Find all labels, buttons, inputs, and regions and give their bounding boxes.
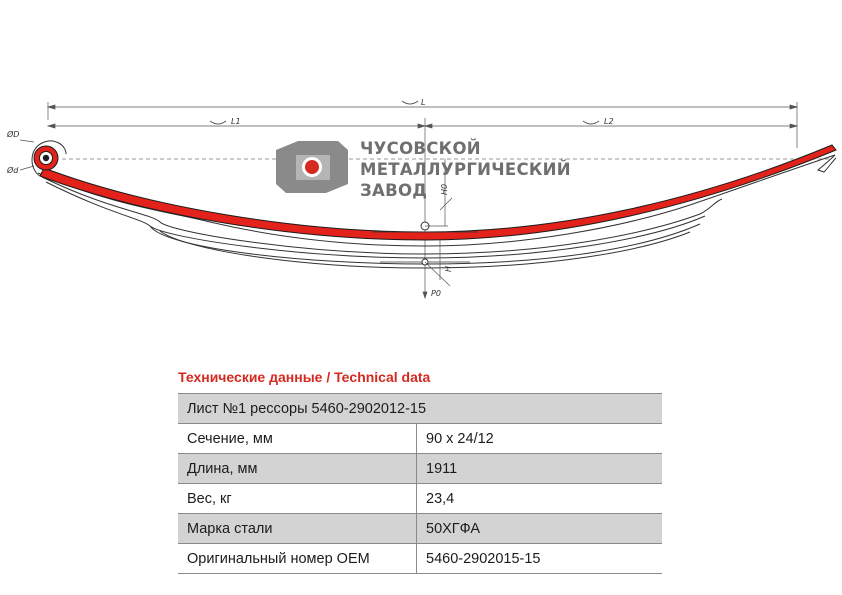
row-label: Оригинальный номер OEM	[178, 544, 417, 574]
row-label: Вес, кг	[178, 484, 417, 514]
row-value: 1911	[417, 454, 663, 484]
dim-L-label: L	[421, 98, 426, 107]
logo-line-2: МЕТАЛЛУРГИЧЕСКИЙ	[360, 160, 571, 179]
dim-P0-label: P0	[431, 289, 441, 298]
dim-H0-label: H0	[440, 183, 449, 195]
row-label: Длина, мм	[178, 454, 417, 484]
row-value: 23,4	[417, 484, 663, 514]
table-header-cell: Лист №1 рессоры 5460-2902012-15	[178, 394, 662, 424]
row-label: Сечение, мм	[178, 424, 417, 454]
table-row	[178, 514, 662, 544]
table-row	[178, 484, 662, 514]
row-value: 5460-2902015-15	[417, 544, 663, 574]
row-label: Марка стали	[178, 514, 417, 544]
dim-L2-label: L2	[604, 117, 614, 126]
table-header-row	[178, 394, 662, 424]
company-logo	[276, 139, 571, 200]
dim-H-label: H	[444, 265, 453, 272]
eye-diameter-callouts	[20, 140, 34, 170]
table-row	[178, 544, 662, 574]
dim-eye-D-label: ØD	[7, 130, 20, 139]
table-row	[178, 454, 662, 484]
dim-L1-label: L1	[231, 117, 241, 126]
dimension-L1-L2	[48, 121, 797, 128]
row-value: 90 x 24/12	[417, 424, 663, 454]
dim-eye-d-label: Ød	[7, 166, 19, 175]
technical-data-heading: Технические данные / Technical data	[178, 369, 431, 385]
table-row	[178, 424, 662, 454]
row-value: 50ХГФА	[417, 514, 663, 544]
technical-data-table	[178, 393, 662, 574]
logo-line-1: ЧУСОВСКОЙ	[360, 139, 481, 158]
logo-line-3: ЗАВОД	[360, 181, 428, 200]
